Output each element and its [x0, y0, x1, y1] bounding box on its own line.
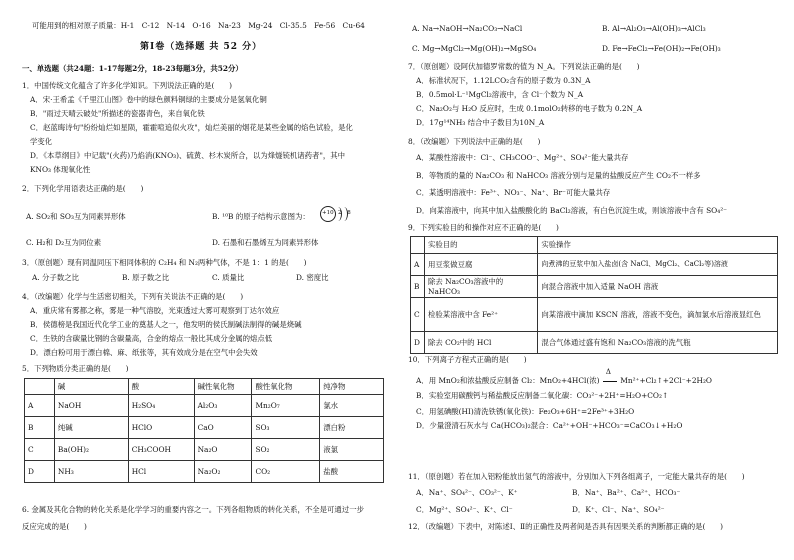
- part-title: 第Ⅰ卷（选择题 共 52 分）: [140, 42, 263, 52]
- table-cell: H₂SO₄: [128, 395, 194, 417]
- table-cell: 氯水: [320, 395, 384, 417]
- q2-option-a: A. SO₂和 SO₃互为同素异形体: [26, 212, 126, 221]
- table-cell: Na₂O₂: [194, 461, 252, 483]
- table-cell: 检验某溶液中含 Fe²⁺: [424, 298, 537, 332]
- table-row: [25, 395, 384, 417]
- table-header-row: [25, 379, 384, 395]
- q5-table: [24, 378, 384, 483]
- q7-stem: 7．（原创题）设阿伏加德罗常数的值为 N_A。下列说法正确的是( ): [408, 62, 640, 71]
- table-row: [411, 254, 778, 276]
- table-cell: A: [25, 395, 55, 417]
- table-cell: Al₂O₃: [194, 395, 252, 417]
- q10-stem: 10．下列离子方程式正确的是( ): [408, 355, 527, 364]
- table-cell: CaO: [194, 417, 252, 439]
- electron-shells: 2 8: [338, 210, 353, 216]
- table-row: [25, 461, 384, 483]
- table-cell: SO₃: [252, 417, 320, 439]
- q4-option-a: A．重庆常有雾都之称，雾是一种气溶胶，光束透过大雾可观察到丁达尔效应: [30, 306, 280, 315]
- table-cell: HCl: [128, 461, 194, 483]
- table-cell: 向煮沸的豆浆中加入盐卤(含 NaCl、MgCl₂、CaCl₂等)溶液: [538, 254, 778, 276]
- table-cell: 向混合溶液中加入适量 NaOH 溶液: [538, 276, 778, 298]
- q6-option-d: D. Fe→FeCl₂→Fe(OH)₂→Fe(OH)₃: [602, 44, 721, 53]
- table-cell: 除去 Na₂CO₃溶液中的 NaHCO₃: [424, 276, 537, 298]
- table-cell: Mn₂O₇: [252, 395, 320, 417]
- q1-option-c-cont: 学变化: [30, 137, 53, 146]
- table-cell: 用豆浆做豆腐: [424, 254, 537, 276]
- q1-option-d: D．《本草纲目》中记载"(火药)乃焰消(KNO₃)、硫黄、杉木炭所合，以为烽燧铳机诸药者"，其中: [30, 151, 346, 160]
- table-cell: 实验目的: [424, 237, 537, 254]
- q7-option-d: D．17g¹⁴NH₃ 结合中子数目为10N_A: [416, 118, 545, 127]
- q4-option-c: C．生铁的含碳量比钢的含碳量高，合金的熔点一般比其成分金属的熔点低: [30, 334, 273, 343]
- q6-stem: 6. 金属及其化合物的转化关系是化学学习的重要内容之一。下列各组物质的转化关系，不全是可通过一步: [22, 505, 364, 514]
- q1-option-d-cont: KNO₃ 体现氧化性: [30, 165, 91, 174]
- q1-option-a: A．宋·王希孟《千里江山图》卷中的绿色颜料铜绿的主要成分是氢氧化铜: [30, 95, 267, 104]
- q8-option-d: D．向某溶液中，向其中加入盐酸酸化的 BaCl₂溶液，有白色沉淀生成，则该溶液中含有 SO₄²⁻: [416, 206, 728, 215]
- q4-option-d: D．漂白粉可用于漂白棉、麻、纸张等，其有效成分是在空气中会失效: [30, 348, 258, 357]
- table-cell: 盐酸: [320, 461, 384, 483]
- q5-stem: 5．下列物质分类正确的是( ): [22, 364, 129, 373]
- table-cell: HClO: [128, 417, 194, 439]
- table-cell: 纯净物: [320, 379, 384, 395]
- table-row: [411, 276, 778, 298]
- q11-stem: 11．（原创题）若在加入铝粉能放出氢气的溶液中，分别加入下列各组离子，一定能大量共存的是( ): [408, 472, 745, 481]
- table-row: [25, 417, 384, 439]
- table-cell: NaOH: [54, 395, 128, 417]
- reaction-arrow: [602, 368, 618, 385]
- q2-option-c: C. H₂和 D₂互为同位素: [26, 238, 102, 247]
- section-heading: 一、单选题（共24题：1-17每题2分，18-23每题3分，共52分）: [22, 64, 243, 73]
- heat-symbol: Δ: [605, 368, 611, 376]
- q8-stem: 8．（改编题）下列说法中正确的是( ): [408, 137, 541, 146]
- table-cell: SO₂: [252, 439, 320, 461]
- q6-option-a: A. Na→NaOH→Na₂CO₃→NaCl: [412, 24, 523, 33]
- q9-stem: 9．下列实验目的和操作对应不正确的是( ): [408, 223, 559, 232]
- q10-option-d: D．少量澄清石灰水与 Ca(HCO₃)₂混合：Ca²⁺+OH⁻+HCO₃⁻=CaCO₃↓+H₂O: [416, 421, 683, 430]
- table-cell: 向某溶液中滴加 KSCN 溶液，溶液不变色，滴加氯水后溶液显红色: [538, 298, 778, 332]
- q11-option-a: A．Na⁺、SO₄²⁻、CO₃²⁻、K⁺: [416, 488, 518, 497]
- q9-table: [410, 236, 778, 354]
- nucleus-charge: +10: [322, 210, 334, 216]
- table-cell: 碱性氧化物: [194, 379, 252, 395]
- table-cell: D: [411, 332, 425, 354]
- table-cell: [25, 379, 55, 395]
- table-cell: CO₂: [252, 461, 320, 483]
- q1-stem: 1．中国传统文化蕴含了许多化学知识。下列说法正确的是( ): [22, 81, 233, 90]
- table-cell: 纯碱: [54, 417, 128, 439]
- table-row: [411, 298, 778, 332]
- table-cell: 实验操作: [538, 237, 778, 254]
- table-cell: 酸: [128, 379, 194, 395]
- table-cell: A: [411, 254, 425, 276]
- table-cell: 混合气体通过盛有饱和 Na₂CO₃溶液的洗气瓶: [538, 332, 778, 354]
- q2-stem: 2．下列化学用语表达正确的是( ): [22, 184, 144, 193]
- table-cell: 液氯: [320, 439, 384, 461]
- q3-option-b: B. 原子数之比: [122, 273, 170, 282]
- table-row: [411, 332, 778, 354]
- q7-option-a: A．标准状况下，1.12LCO₂含有的原子数为 0.3N_A: [416, 76, 591, 85]
- q1-option-b: B．"雨过天晴云破处"所描述的瓷器青色，来自氧化铁: [30, 109, 205, 118]
- q3-option-d: D. 密度比: [296, 273, 329, 282]
- table-cell: 漂白粉: [320, 417, 384, 439]
- table-cell: CH₃COOH: [128, 439, 194, 461]
- q8-option-a: A．某酸性溶液中：Cl⁻、CH₃COO⁻、Mg²⁺、SO₄²⁻能大量共存: [416, 153, 629, 162]
- q11-option-d: D．K⁺、Cl⁻、Na⁺、SO₄²⁻: [572, 505, 665, 514]
- table-cell: Ba(OH)₂: [54, 439, 128, 461]
- q4-stem: 4．（改编题）化学与生活密切相关，下列有关说法不正确的是( ): [22, 292, 244, 301]
- table-cell: C: [25, 439, 55, 461]
- q7-option-c: C．Na₂O₂与 H₂O 反应时，生成 0.1molO₂转移的电子数为 0.2N_A: [416, 104, 643, 113]
- table-cell: D: [25, 461, 55, 483]
- table-cell: [411, 237, 425, 254]
- table-header-row: [411, 237, 778, 254]
- table-cell: B: [411, 276, 425, 298]
- table-row: [25, 439, 384, 461]
- q10-option-a-right: Mn²⁺+Cl₂↑+2Cl⁻+2H₂O: [620, 376, 712, 385]
- q6-option-b: B. Al→Al₂O₃→Al(OH)₃→AlCl₃: [602, 24, 706, 33]
- q3-option-a: A. 分子数之比: [32, 273, 79, 282]
- table-cell: 碱: [54, 379, 128, 395]
- table-cell: C: [411, 298, 425, 332]
- atom-structure-diagram: [320, 205, 360, 225]
- q4-option-b: B．侯德榜是我国近代化学工业的奠基人之一，他发明的侯氏制碱法制得的碱是烧碱: [30, 320, 302, 329]
- q8-option-b: B．等物质的量的 Na₂CO₃ 和 NaHCO₃ 溶液分别与足量的盐酸反应产生 CO₂不一样多: [416, 171, 701, 180]
- q1-option-c: C．赵蓝晦诗句"纷纷灿烂如星陨，霍霍喧追似火攻"，灿烂美丽的烟花是某些金属的焰色试验，是化: [30, 123, 353, 132]
- q11-option-c: C．Mg²⁺、SO₄²⁻、K⁺、Cl⁻: [416, 505, 513, 514]
- table-cell: 酸性氧化物: [252, 379, 320, 395]
- q10-option-a: [416, 368, 712, 385]
- table-cell: Na₂O: [194, 439, 252, 461]
- q10-option-b: B．实验室用碳酸钙与稀盐酸反应制备二氧化碳：CO₃²⁻+2H⁺=H₂O+CO₂↑: [416, 391, 669, 400]
- q12-stem: 12．（改编题）下表中，对陈述Ⅰ、Ⅱ的正确性及两者间是否具有因果关系的判断都正确的是( ): [408, 522, 724, 531]
- table-cell: NH₃: [54, 461, 128, 483]
- q2-option-d: D. 石墨和石墨烯互为同素异形体: [212, 238, 319, 247]
- q8-option-c: C．某透明溶液中：Fe³⁺、NO₃⁻、Na⁺、Br⁻可能大量共存: [416, 188, 611, 197]
- q10-option-c: C．用氢碘酸(HI)清洗铁锈(氧化铁)：Fe₂O₃+6H⁺=2Fe³⁺+3H₂O: [416, 407, 635, 416]
- q6-option-c: C. Mg→MgCl₂→Mg(OH)₂→MgSO₄: [412, 44, 537, 53]
- table-cell: 除去 CO₂中的 HCl: [424, 332, 537, 354]
- q3-option-c: C. 质量比: [212, 273, 245, 282]
- q11-option-b: B．Na⁺、Ba²⁺、Ca²⁺、HCO₃⁻: [572, 488, 681, 497]
- atomic-masses: 可能用到的相对原子质量：H-1 C-12 N-14 O-16 Na-23 Mg-24 Cl-35.5 Fe-56 Cu-64: [32, 21, 365, 30]
- q3-stem: 3．（原创题）现有同温同压下相同体积的 C₂H₄ 和 N₂两种气体，不是 1：1 的是( ): [22, 258, 307, 267]
- q6-stem-cont: 反应完成的是( ): [22, 522, 87, 531]
- q10-option-a-left: A．用 MnO₂和浓盐酸反应制备 Cl₂：MnO₂+4HCl(浓): [416, 376, 600, 385]
- table-cell: B: [25, 417, 55, 439]
- q7-option-b: B．0.5mol·L⁻¹MgCl₂溶液中，含 Cl⁻个数为 N_A: [416, 90, 584, 99]
- q2-option-b: B. ¹⁰B 的原子结构示意图为：: [212, 212, 310, 221]
